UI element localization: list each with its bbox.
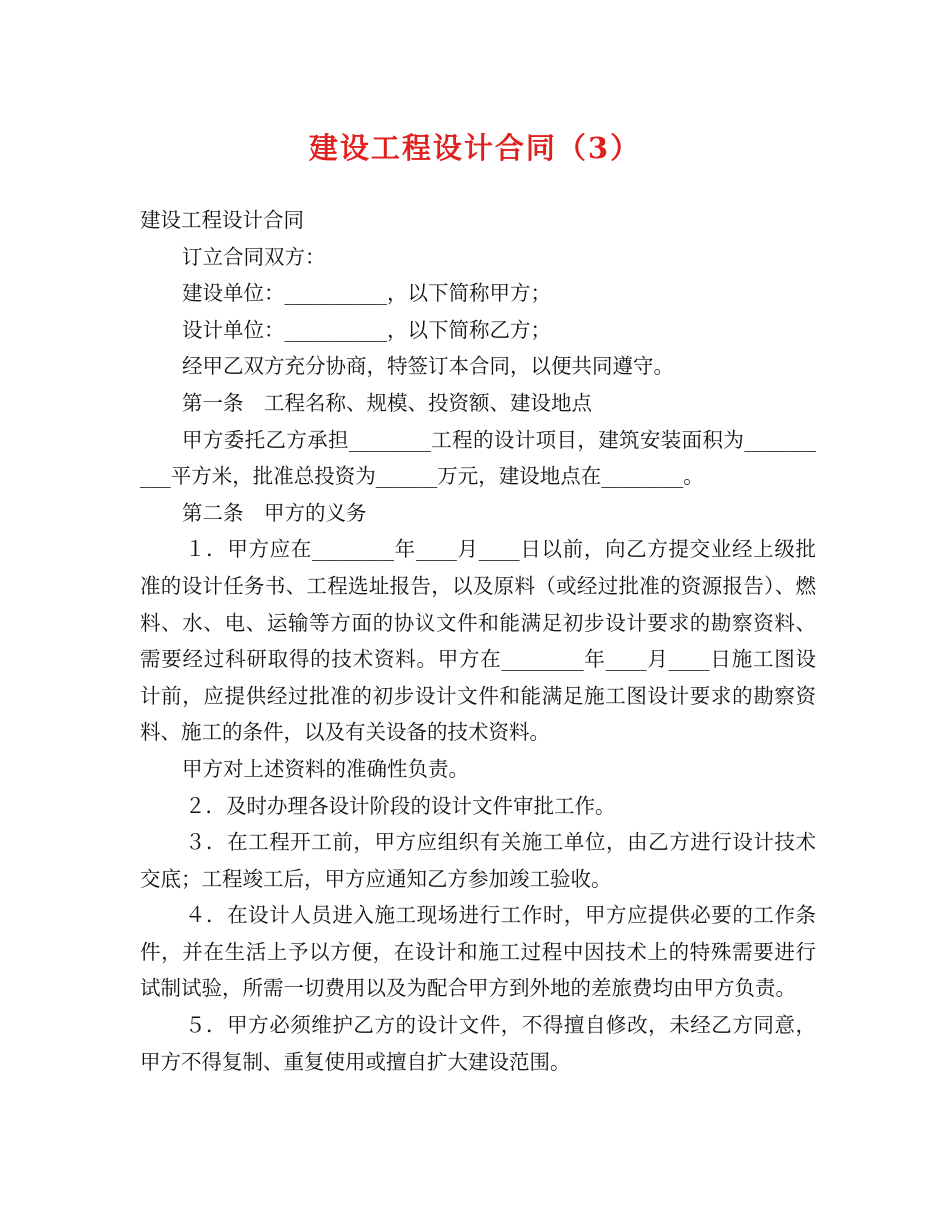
article-2-item-1: １．甲方应在________年____月____日以前，向乙方提交业经上级批准的设计任务书、工程选址报告，以及原料（或经过批准的资源报告）、燃料、水、电、运输等方面的协议文件和能满足初步设计要求的勘察资料、需要经过科研取得的技术资料。甲方在________年____月____日施工图设计前，应提供经过批准的初步设计文件和能满足施工图设计要求的勘察资料、施工的条件，以及有关设备的技术资料。: [140, 537, 816, 745]
article-2-item-2: ２．及时办理各设计阶段的设计文件审批工作。: [185, 793, 616, 818]
article-2-item-4: ４．在设计人员进入施工现场进行工作时，甲方应提供必要的工作条件，并在生活上予以方便，在设计和施工过程中因技术上的特殊需要进行试制试验，所需一切费用以及为配合甲方到外地的差旅费均由甲方负责。: [140, 903, 816, 1001]
article-2-item-5: ５．甲方必须维护乙方的设计文件，不得擅自修改，未经乙方同意，甲方不得复制、重复使用或擅自扩大建设范围。: [140, 1013, 816, 1074]
article-2-item-3: ３．在工程开工前，甲方应组织有关施工单位，由乙方进行设计技术交底；工程竣工后，甲方应通知乙方参加竣工验收。: [140, 830, 816, 891]
article-2-heading: 第二条 甲方的义务: [182, 500, 367, 525]
paragraph-heading: 建设工程设计合同: [140, 208, 304, 232]
paragraph-party-b: 设计单位：__________，以下简称乙方；: [182, 317, 551, 342]
document-title: 建设工程设计合同（3）: [308, 131, 642, 165]
paragraph-parties: 订立合同双方：: [182, 244, 326, 269]
article-1-heading: 第一条 工程名称、规模、投资额、建设地点: [182, 390, 592, 415]
document-body: [140, 202, 816, 1080]
article-1-body: 甲方委托乙方承担________工程的设计项目，建筑安装面积为__________平方米，批准总投资为______万元，建设地点在________。: [140, 427, 816, 489]
paragraph-agreement: 经甲乙双方充分协商，特签订本合同，以便共同遵守。: [182, 354, 674, 379]
article-2-note: 甲方对上述资料的准确性负责。: [182, 756, 469, 781]
paragraph-party-a: 建设单位：__________，以下简称甲方；: [182, 281, 551, 306]
